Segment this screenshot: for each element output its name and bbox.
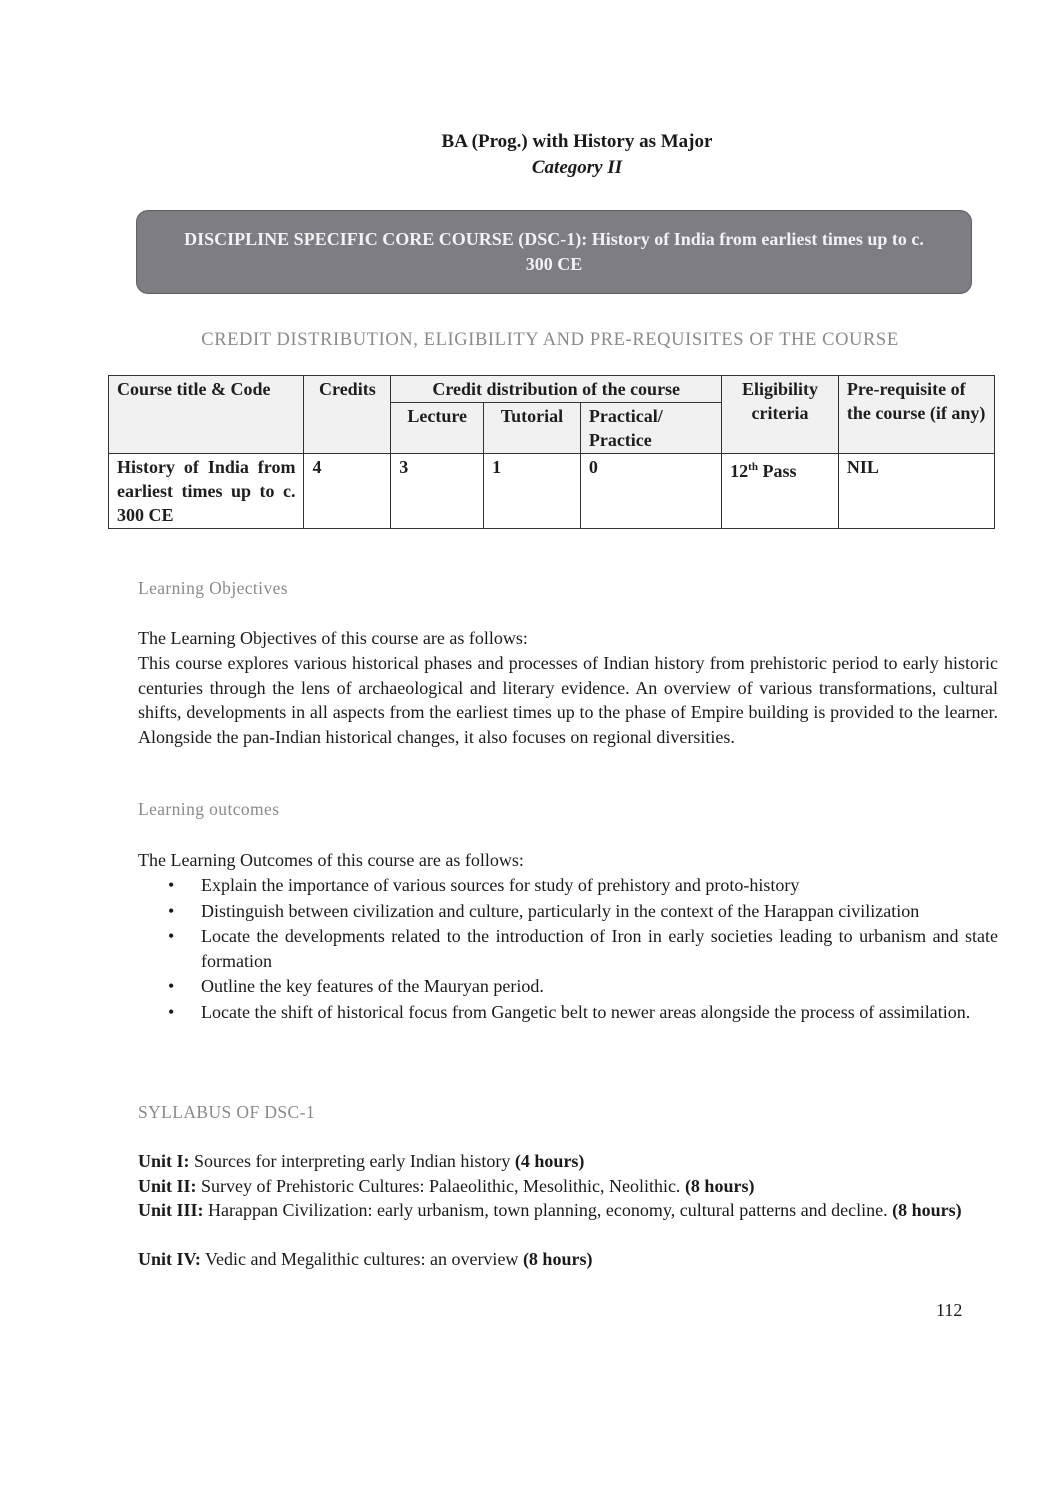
- syllabus-unit-3: [138, 1198, 998, 1223]
- header-tutorial: Tutorial: [484, 403, 581, 454]
- credit-table: [108, 375, 995, 529]
- unit-label: Unit III:: [138, 1200, 204, 1220]
- bullet-icon: •: [168, 1001, 175, 1022]
- outcomes-list: [138, 873, 998, 1025]
- unit-text: Survey of Prehistoric Cultures: Palaeolithic, Mesolithic, Neolithic.: [196, 1176, 685, 1196]
- eligibility-ordinal: th: [748, 461, 758, 473]
- list-item: [138, 899, 998, 924]
- table-row: [109, 454, 995, 529]
- outcome-text: Explain the importance of various sources for study of prehistory and proto-history: [201, 875, 800, 895]
- unit-text: Harappan Civilization: early urbanism, town planning, economy, cultural patterns and decline.: [203, 1200, 893, 1220]
- unit-label: Unit I:: [138, 1151, 190, 1171]
- objectives-body: This course explores various historical phases and processes of Indian history from prehistoric period to early historic centuries through the lens of archaeological and literary evidence. An overview of various transformations, cultural shifts, developments in all aspects from the earliest times up to the phase of Empire building is provided to the learner. Alongside the pan-Indian historical changes, it also focuses on regional diversities.: [138, 653, 998, 747]
- cell-tutorial: 1: [484, 454, 581, 529]
- cell-course: History of India from earliest times up to c. 300 CE: [109, 454, 304, 529]
- unit-label: Unit IV:: [138, 1249, 201, 1269]
- syllabus-unit-4: [138, 1247, 998, 1272]
- header-practical: Practical/ Practice: [580, 403, 721, 454]
- course-banner: [136, 210, 972, 294]
- page-number: 112: [936, 1300, 963, 1320]
- unit-text: Vedic and Megalithic cultures: an overview: [200, 1249, 523, 1269]
- outcomes-heading: Learning outcomes: [138, 799, 280, 819]
- unit-hours: (8 hours): [522, 1249, 593, 1269]
- list-item: [138, 1000, 998, 1025]
- cell-credits: 4: [304, 454, 391, 529]
- table-header-row: [109, 376, 995, 403]
- syllabus-unit-1: [138, 1149, 998, 1174]
- header-eligibility: Eligibility criteria: [722, 376, 839, 454]
- unit-text: Sources for interpreting early Indian history: [189, 1151, 515, 1171]
- course-banner-text: DISCIPLINE SPECIFIC CORE COURSE (DSC-1): History of India from earliest times up to c. 300 CE: [184, 229, 924, 274]
- eligibility-text: Pass: [757, 461, 797, 481]
- cell-prerequisite: NIL: [838, 454, 994, 529]
- header-course: Course title & Code: [109, 376, 304, 454]
- header-distribution: Credit distribution of the course: [391, 376, 722, 403]
- credit-section-heading: CREDIT DISTRIBUTION, ELIGIBILITY AND PRE-REQUISITES OF THE COURSE: [201, 330, 899, 350]
- outcome-text: Locate the shift of historical focus from Gangetic belt to newer areas alongside the process of assimilation.: [201, 1001, 971, 1022]
- unit-hours: (8 hours): [684, 1176, 755, 1196]
- cell-practical: 0: [580, 454, 721, 529]
- document-category: Category II: [531, 157, 623, 178]
- cell-lecture: 3: [391, 454, 484, 529]
- bullet-icon: •: [168, 976, 175, 996]
- list-item: [138, 924, 998, 973]
- outcome-text: Distinguish between civilization and culture, particularly in the context of the Harappan civilization: [201, 900, 920, 921]
- list-item: [138, 873, 998, 898]
- objectives-heading: Learning Objectives: [138, 578, 288, 598]
- bullet-icon: •: [168, 875, 175, 895]
- eligibility-number: 12: [730, 461, 749, 481]
- unit-hours: (4 hours): [514, 1151, 585, 1171]
- outcomes-intro: The Learning Outcomes of this course are as follows:: [138, 850, 524, 870]
- bullet-icon: •: [168, 926, 175, 946]
- document-title: BA (Prog.) with History as Major: [441, 131, 713, 152]
- unit-hours: (8 hours): [892, 1200, 962, 1220]
- bullet-icon: •: [168, 900, 175, 921]
- header-prerequisite: Pre-requisite of the course (if any): [838, 376, 994, 454]
- header-lecture: Lecture: [391, 403, 484, 454]
- list-item: [138, 974, 998, 999]
- cell-eligibility: [722, 454, 839, 529]
- objectives-intro: The Learning Objectives of this course are as follows:: [138, 628, 528, 648]
- header-credits: Credits: [304, 376, 391, 454]
- syllabus-heading: SYLLABUS OF DSC-1: [138, 1102, 315, 1122]
- outcome-text: Outline the key features of the Mauryan period.: [201, 976, 544, 996]
- unit-label: Unit II:: [138, 1176, 197, 1196]
- outcome-text: Locate the developments related to the introduction of Iron in early societies leading to urbanism and state formation: [201, 926, 998, 971]
- syllabus-unit-2: [138, 1174, 998, 1199]
